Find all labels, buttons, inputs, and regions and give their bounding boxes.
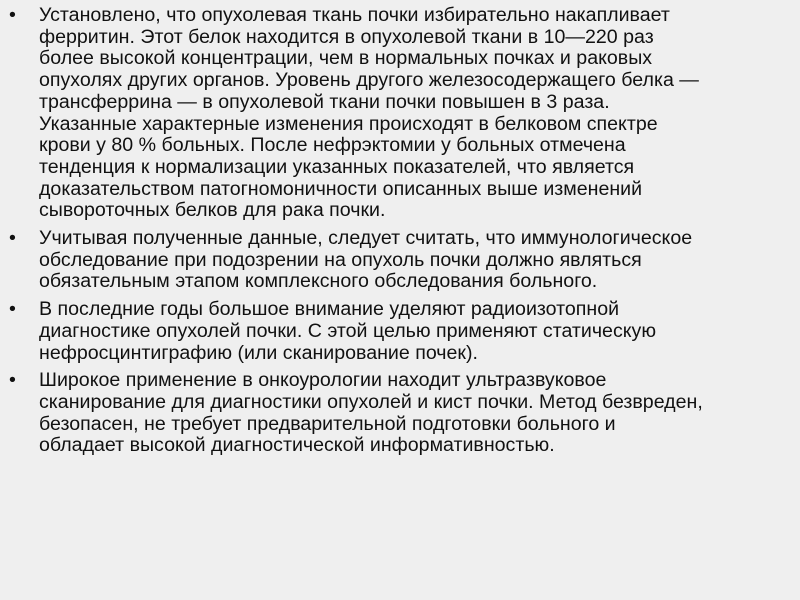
text-line: Указанные характерные изменения происходят в белковом спектре — [39, 112, 658, 135]
text-line: обследование при подозрении на опухоль почки должно являться — [39, 248, 642, 271]
text-line: крови у 80 % больных. После нефрэктомии у больных отмечена — [39, 134, 626, 157]
text-line: диагностике опухолей почки. С этой целью применяют статическую — [39, 319, 657, 342]
bullet-text — [39, 5, 794, 222]
text-line: обладает высокой диагностической информативностью. — [39, 434, 555, 457]
bullet-icon: • — [9, 369, 16, 392]
text-line: В последние годы большое внимание уделяют радиоизотопной — [39, 298, 620, 321]
text-line: сывороточных белков для рака почки. — [39, 199, 386, 222]
text-line: ферритин. Этот белок находится в опухолевой ткани в 10—220 раз — [39, 25, 654, 48]
bullet-icon: • — [9, 227, 16, 250]
text-line: опухолях других органов. Уровень другого железосодержащего белка — — [39, 69, 699, 92]
text-line: трансферрина — в опухолевой ткани почки повышен в 3 раза. — [39, 90, 610, 113]
text-line: безопасен, не требует предварительной подготовки больного и — [39, 412, 616, 435]
bullet-text — [39, 370, 794, 457]
text-line: тенденция к нормализации указанных показателей, что является — [39, 155, 635, 178]
text-line: нефросцинтиграфию (или сканирование почек). — [39, 341, 478, 364]
text-line: обязательным этапом комплексного обследования больного. — [39, 270, 598, 293]
text-line: доказательством патогномоничности описанных выше изменений — [39, 177, 643, 200]
bullet-item-ultrasound — [8, 370, 794, 457]
bullet-item-ferritin — [8, 5, 794, 222]
text-line: более высокой концентрации, чем в нормальных почках и раковых — [39, 47, 653, 70]
text-line: Установлено, что опухолевая ткань почки избирательно накапливает — [39, 4, 670, 26]
bullet-icon: • — [9, 4, 16, 26]
text-line: Учитывая полученные данные, следует считать, что иммунологическое — [39, 227, 693, 250]
text-line: Широкое применение в онкоурологии находит ультразвуковое — [39, 369, 607, 392]
bullet-text — [39, 299, 794, 364]
text-line: сканирование для диагностики опухолей и кист почки. Метод безвреден, — [39, 390, 703, 413]
bullet-icon: • — [9, 298, 16, 321]
bullet-text — [39, 228, 794, 293]
bullet-list — [8, 5, 794, 463]
bullet-item-immunology — [8, 228, 794, 293]
bullet-item-radioisotope — [8, 299, 794, 364]
